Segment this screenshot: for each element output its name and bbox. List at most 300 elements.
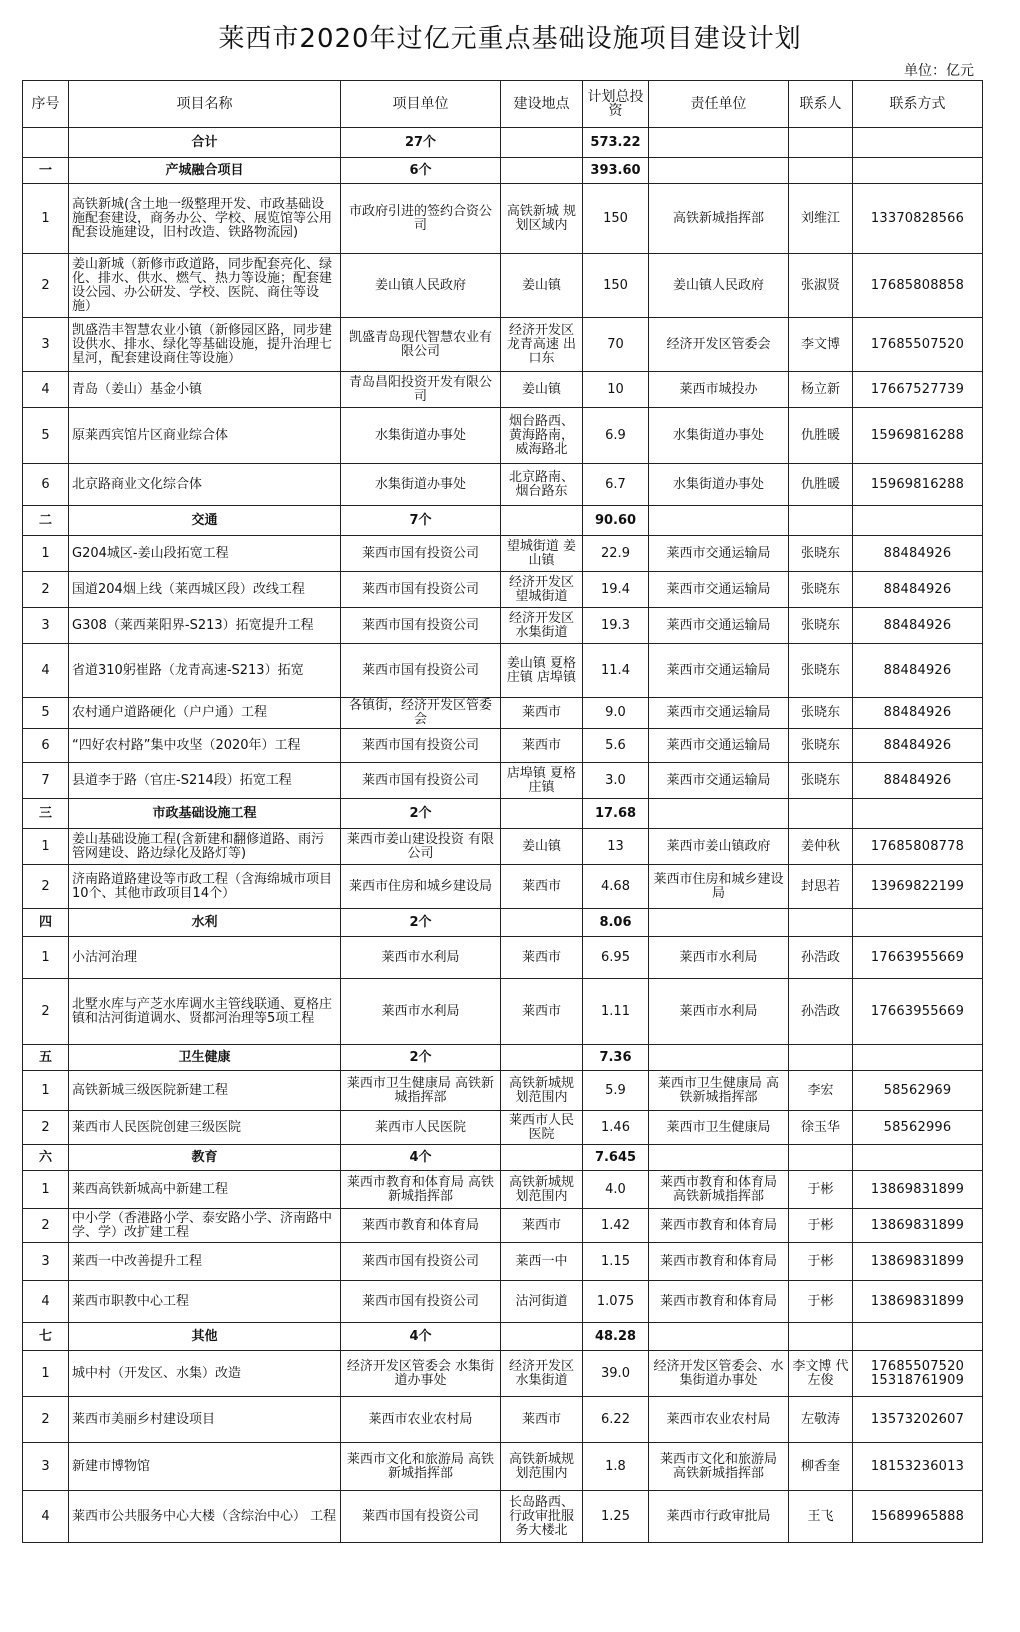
- contact-cell: [789, 1145, 853, 1171]
- contact-cell: [789, 799, 853, 829]
- project-name-cell: 莱西市职教中心工程: [69, 1281, 341, 1323]
- section-row: [23, 128, 983, 158]
- contact-cell: 于彬: [789, 1281, 853, 1323]
- project-name-cell: G204城区-姜山段拓宽工程: [69, 536, 341, 572]
- contact-cell: [789, 909, 853, 937]
- phone-cell: 13869831899: [853, 1281, 983, 1323]
- location-cell: 望城街道 姜山镇: [501, 536, 583, 572]
- responsible-cell: 莱西市教育和体育局: [649, 1281, 789, 1323]
- responsible-cell: 莱西市交通运输局: [649, 729, 789, 763]
- seq-cell: 3: [23, 1443, 69, 1491]
- investment-cell: 10: [583, 372, 649, 408]
- investment-cell: 5.9: [583, 1071, 649, 1111]
- location-cell: [501, 1045, 583, 1071]
- phone-cell: 17685808858: [853, 254, 983, 318]
- project-name-cell: 莱西市公共服务中心大楼（含综治中心） 工程: [69, 1491, 341, 1543]
- seq-cell: 1: [23, 1171, 69, 1209]
- contact-cell: 孙浩政: [789, 979, 853, 1045]
- phone-cell: 88484926: [853, 763, 983, 799]
- seq-cell: 5: [23, 408, 69, 464]
- responsible-cell: 莱西市教育和体育局: [649, 1243, 789, 1281]
- phone-cell: 88484926: [853, 698, 983, 729]
- investment-cell: 393.60: [583, 158, 649, 184]
- contact-cell: 张晓东: [789, 536, 853, 572]
- project-unit-cell: 莱西市水利局: [341, 979, 501, 1045]
- project-unit-cell: 莱西市住房和城乡建设局: [341, 865, 501, 909]
- contact-cell: 于彬: [789, 1243, 853, 1281]
- project-name-cell: 卫生健康: [69, 1045, 341, 1071]
- project-name-cell: 莱西市美丽乡村建设项目: [69, 1397, 341, 1443]
- table-row: [23, 763, 983, 799]
- location-cell: 姜山镇 夏格庄镇 店埠镇: [501, 644, 583, 698]
- section-row: [23, 799, 983, 829]
- seq-cell: 7: [23, 763, 69, 799]
- project-name-cell: 水利: [69, 909, 341, 937]
- responsible-cell: [649, 799, 789, 829]
- project-name-cell: 城中村（开发区、水集）改造: [69, 1351, 341, 1397]
- table-row: [23, 536, 983, 572]
- investment-cell: 573.22: [583, 128, 649, 158]
- seq-cell: 1: [23, 1071, 69, 1111]
- investment-cell: 9.0: [583, 698, 649, 729]
- investment-cell: 22.9: [583, 536, 649, 572]
- investment-cell: 1.42: [583, 1209, 649, 1243]
- contact-cell: 张晓东: [789, 608, 853, 644]
- phone-cell: [853, 909, 983, 937]
- phone-cell: 58562996: [853, 1111, 983, 1145]
- phone-cell: 88484926: [853, 572, 983, 608]
- seq-cell: 4: [23, 372, 69, 408]
- seq-cell: 五: [23, 1045, 69, 1071]
- responsible-cell: 莱西市卫生健康局 高铁新城指挥部: [649, 1071, 789, 1111]
- responsible-cell: 莱西市交通运输局: [649, 536, 789, 572]
- investment-cell: 6.95: [583, 937, 649, 979]
- seq-cell: 5: [23, 698, 69, 729]
- seq-cell: 2: [23, 1397, 69, 1443]
- phone-cell: 17685507520: [853, 318, 983, 372]
- project-unit-cell: 莱西市国有投资公司: [341, 1243, 501, 1281]
- location-cell: 店埠镇 夏格庄镇: [501, 763, 583, 799]
- location-cell: 莱西市: [501, 1209, 583, 1243]
- project-unit-cell: 莱西市国有投资公司: [341, 536, 501, 572]
- phone-cell: [853, 158, 983, 184]
- contact-cell: 李文博: [789, 318, 853, 372]
- seq-cell: 2: [23, 865, 69, 909]
- investment-cell: 48.28: [583, 1323, 649, 1351]
- investment-cell: 6.22: [583, 1397, 649, 1443]
- project-unit-cell: 各镇街，经济开发区管委会: [341, 698, 501, 729]
- investment-cell: 1.25: [583, 1491, 649, 1543]
- contact-cell: 张晓东: [789, 572, 853, 608]
- table-row: [23, 1209, 983, 1243]
- contact-cell: 仇胜暖: [789, 464, 853, 506]
- project-unit-cell: 市政府引进的签约合资公司: [341, 184, 501, 254]
- location-cell: 莱西市人民医院: [501, 1111, 583, 1145]
- phone-cell: 88484926: [853, 644, 983, 698]
- location-cell: 高铁新城规划范围内: [501, 1443, 583, 1491]
- project-name-cell: 合计: [69, 128, 341, 158]
- investment-cell: 90.60: [583, 506, 649, 536]
- seq-cell: 三: [23, 799, 69, 829]
- contact-cell: 姜仲秋: [789, 829, 853, 865]
- location-cell: [501, 128, 583, 158]
- location-cell: 莱西一中: [501, 1243, 583, 1281]
- project-unit-cell: 2个: [341, 909, 501, 937]
- phone-cell: 13573202607: [853, 1397, 983, 1443]
- investment-cell: 6.9: [583, 408, 649, 464]
- table-row: [23, 1243, 983, 1281]
- project-unit-cell: 2个: [341, 799, 501, 829]
- phone-cell: [853, 1323, 983, 1351]
- seq-cell: 二: [23, 506, 69, 536]
- table-row: [23, 1071, 983, 1111]
- contact-cell: 封思若: [789, 865, 853, 909]
- location-cell: 经济开发区水集街道: [501, 608, 583, 644]
- responsible-cell: 莱西市教育和体育局: [649, 1209, 789, 1243]
- project-name-cell: 莱西一中改善提升工程: [69, 1243, 341, 1281]
- project-name-cell: G308（莱西莱阳界-S213）拓宽提升工程: [69, 608, 341, 644]
- location-cell: [501, 1145, 583, 1171]
- location-cell: 北京路南、烟台路东: [501, 464, 583, 506]
- investment-cell: 70: [583, 318, 649, 372]
- table-row: [23, 1171, 983, 1209]
- table-row: [23, 408, 983, 464]
- seq-cell: 2: [23, 1209, 69, 1243]
- responsible-cell: 莱西市卫生健康局: [649, 1111, 789, 1145]
- investment-cell: 13: [583, 829, 649, 865]
- project-table: [22, 80, 983, 1543]
- seq-cell: 2: [23, 979, 69, 1045]
- seq-cell: 3: [23, 1243, 69, 1281]
- contact-cell: [789, 506, 853, 536]
- project-unit-cell: 青岛昌阳投资开发有限公司: [341, 372, 501, 408]
- investment-cell: 1.15: [583, 1243, 649, 1281]
- project-unit-cell: 7个: [341, 506, 501, 536]
- phone-cell: 13869831899: [853, 1243, 983, 1281]
- phone-cell: [853, 1145, 983, 1171]
- project-unit-cell: 莱西市农业农村局: [341, 1397, 501, 1443]
- phone-cell: [853, 799, 983, 829]
- contact-cell: 仇胜暖: [789, 408, 853, 464]
- project-unit-cell: 凯盛青岛现代智慧农业有限公司: [341, 318, 501, 372]
- phone-cell: 58562969: [853, 1071, 983, 1111]
- investment-cell: 7.645: [583, 1145, 649, 1171]
- table-row: [23, 1443, 983, 1491]
- phone-cell: [853, 506, 983, 536]
- responsible-cell: [649, 158, 789, 184]
- seq-cell: 6: [23, 729, 69, 763]
- project-unit-cell: 莱西市国有投资公司: [341, 763, 501, 799]
- project-name-cell: 青岛（姜山）基金小镇: [69, 372, 341, 408]
- seq-cell: 六: [23, 1145, 69, 1171]
- header-investment: 计划总投资: [583, 81, 649, 128]
- investment-cell: 150: [583, 184, 649, 254]
- section-row: [23, 158, 983, 184]
- responsible-cell: 水集街道办事处: [649, 408, 789, 464]
- seq-cell: 1: [23, 937, 69, 979]
- project-unit-cell: 莱西市国有投资公司: [341, 572, 501, 608]
- responsible-cell: 莱西市交通运输局: [649, 608, 789, 644]
- location-cell: 高铁新城 规划区域内: [501, 184, 583, 254]
- responsible-cell: 姜山镇人民政府: [649, 254, 789, 318]
- table-row: [23, 608, 983, 644]
- phone-cell: [853, 128, 983, 158]
- phone-cell: 13370828566: [853, 184, 983, 254]
- seq-cell: 4: [23, 1491, 69, 1543]
- project-unit-cell: 莱西市文化和旅游局 高铁新城指挥部: [341, 1443, 501, 1491]
- responsible-cell: 莱西市文化和旅游局 高铁新城指挥部: [649, 1443, 789, 1491]
- phone-cell: 13869831899: [853, 1209, 983, 1243]
- project-name-cell: 交通: [69, 506, 341, 536]
- table-row: [23, 865, 983, 909]
- investment-cell: 5.6: [583, 729, 649, 763]
- contact-cell: [789, 158, 853, 184]
- header-contact: 联系人: [789, 81, 853, 128]
- location-cell: 长岛路西、行政审批服务大楼北: [501, 1491, 583, 1543]
- phone-cell: 13969822199: [853, 865, 983, 909]
- project-unit-cell: 经济开发区管委会 水集街道办事处: [341, 1351, 501, 1397]
- seq-cell: 七: [23, 1323, 69, 1351]
- location-cell: 莱西市: [501, 1397, 583, 1443]
- table-row: [23, 464, 983, 506]
- investment-cell: 39.0: [583, 1351, 649, 1397]
- location-cell: 沽河街道: [501, 1281, 583, 1323]
- contact-cell: 孙浩政: [789, 937, 853, 979]
- section-row: [23, 1145, 983, 1171]
- table-row: [23, 1351, 983, 1397]
- header-project-unit: 项目单位: [341, 81, 501, 128]
- investment-cell: 7.36: [583, 1045, 649, 1071]
- table-row: [23, 372, 983, 408]
- phone-cell: 18153236013: [853, 1443, 983, 1491]
- project-name-cell: 济南路道路建设等市政工程（含海绵城市项目10个、其他市政项目14个）: [69, 865, 341, 909]
- project-unit-cell: 27个: [341, 128, 501, 158]
- phone-cell: 15969816288: [853, 408, 983, 464]
- project-name-cell: 莱西市人民医院创建三级医院: [69, 1111, 341, 1145]
- investment-cell: 8.06: [583, 909, 649, 937]
- table-row: [23, 1397, 983, 1443]
- seq-cell: 1: [23, 536, 69, 572]
- phone-cell: 17685808778: [853, 829, 983, 865]
- responsible-cell: 莱西市交通运输局: [649, 644, 789, 698]
- project-name-cell: 姜山基础设施工程(含新建和翻修道路、雨污管网建设、路边绿化及路灯等): [69, 829, 341, 865]
- investment-cell: 4.68: [583, 865, 649, 909]
- contact-cell: 李宏: [789, 1071, 853, 1111]
- project-name-cell: 北京路商业文化综合体: [69, 464, 341, 506]
- contact-cell: 于彬: [789, 1209, 853, 1243]
- investment-cell: 1.8: [583, 1443, 649, 1491]
- responsible-cell: 莱西市教育和体育局 高铁新城指挥部: [649, 1171, 789, 1209]
- contact-cell: [789, 128, 853, 158]
- contact-cell: 柳香奎: [789, 1443, 853, 1491]
- investment-cell: 19.4: [583, 572, 649, 608]
- contact-cell: 徐玉华: [789, 1111, 853, 1145]
- table-row: [23, 644, 983, 698]
- contact-cell: 张淑贤: [789, 254, 853, 318]
- project-unit-cell: 莱西市人民医院: [341, 1111, 501, 1145]
- responsible-cell: 莱西市交通运输局: [649, 763, 789, 799]
- table-row: [23, 979, 983, 1045]
- responsible-cell: 莱西市水利局: [649, 937, 789, 979]
- phone-cell: 88484926: [853, 536, 983, 572]
- responsible-cell: [649, 1145, 789, 1171]
- project-unit-cell: 姜山镇人民政府: [341, 254, 501, 318]
- responsible-cell: [649, 506, 789, 536]
- location-cell: 莱西市: [501, 729, 583, 763]
- project-name-cell: 产城融合项目: [69, 158, 341, 184]
- phone-cell: 88484926: [853, 729, 983, 763]
- seq-cell: 2: [23, 572, 69, 608]
- responsible-cell: 莱西市水利局: [649, 979, 789, 1045]
- location-cell: 高铁新城规划范围内: [501, 1071, 583, 1111]
- section-row: [23, 909, 983, 937]
- table-row: [23, 698, 983, 729]
- contact-cell: 王飞: [789, 1491, 853, 1543]
- responsible-cell: 莱西市姜山镇政府: [649, 829, 789, 865]
- phone-cell: 15689965888: [853, 1491, 983, 1543]
- responsible-cell: 高铁新城指挥部: [649, 184, 789, 254]
- table-row: [23, 937, 983, 979]
- phone-cell: 88484926: [853, 608, 983, 644]
- seq-cell: 6: [23, 464, 69, 506]
- investment-cell: 4.0: [583, 1171, 649, 1209]
- table-row: [23, 184, 983, 254]
- header-responsible: 责任单位: [649, 81, 789, 128]
- investment-cell: 1.075: [583, 1281, 649, 1323]
- contact-cell: 李文博 代左俊: [789, 1351, 853, 1397]
- project-name-cell: 原莱西宾馆片区商业综合体: [69, 408, 341, 464]
- seq-cell: [23, 128, 69, 158]
- seq-cell: 2: [23, 1111, 69, 1145]
- contact-cell: 张晓东: [789, 644, 853, 698]
- responsible-cell: 莱西市行政审批局: [649, 1491, 789, 1543]
- responsible-cell: 经济开发区管委会、水集街道办事处: [649, 1351, 789, 1397]
- investment-cell: 11.4: [583, 644, 649, 698]
- project-name-cell: 市政基础设施工程: [69, 799, 341, 829]
- investment-cell: 3.0: [583, 763, 649, 799]
- project-unit-cell: 4个: [341, 1323, 501, 1351]
- project-name-cell: 北墅水库与产芝水库调水主管线联通、夏格庄镇和沽河街道调水、贤都河治理等5项工程: [69, 979, 341, 1045]
- phone-cell: 17667527739: [853, 372, 983, 408]
- project-unit-cell: 莱西市水利局: [341, 937, 501, 979]
- location-cell: 莱西市: [501, 865, 583, 909]
- project-name-cell: “四好农村路”集中攻坚（2020年）工程: [69, 729, 341, 763]
- location-cell: 姜山镇: [501, 829, 583, 865]
- seq-cell: 1: [23, 1351, 69, 1397]
- responsible-cell: 莱西市交通运输局: [649, 698, 789, 729]
- project-name-cell: 高铁新城(含土地一级整理开发、市政基础设施配套建设，商务办公、学校、展览馆等公用配套设施建设，旧村改造、铁路物流园): [69, 184, 341, 254]
- contact-cell: 张晓东: [789, 729, 853, 763]
- phone-cell: [853, 1045, 983, 1071]
- seq-cell: 1: [23, 184, 69, 254]
- project-name-cell: 县道李于路（官庄-S214段）拓宽工程: [69, 763, 341, 799]
- header-phone: 联系方式: [853, 81, 983, 128]
- table-row: [23, 318, 983, 372]
- project-unit-cell: 莱西市国有投资公司: [341, 1491, 501, 1543]
- responsible-cell: 水集街道办事处: [649, 464, 789, 506]
- investment-cell: 17.68: [583, 799, 649, 829]
- contact-cell: 刘维江: [789, 184, 853, 254]
- phone-cell: 17663955669: [853, 937, 983, 979]
- location-cell: 姜山镇: [501, 372, 583, 408]
- seq-cell: 4: [23, 644, 69, 698]
- project-name-cell: 国道204烟上线（莱西城区段）改线工程: [69, 572, 341, 608]
- project-unit-cell: 莱西市国有投资公司: [341, 729, 501, 763]
- project-name-cell: 新建市博物馆: [69, 1443, 341, 1491]
- contact-cell: 杨立新: [789, 372, 853, 408]
- project-unit-cell: 莱西市卫生健康局 高铁新城指挥部: [341, 1071, 501, 1111]
- responsible-cell: 莱西市农业农村局: [649, 1397, 789, 1443]
- phone-cell: 13869831899: [853, 1171, 983, 1209]
- seq-cell: 2: [23, 254, 69, 318]
- section-row: [23, 506, 983, 536]
- table-row: [23, 729, 983, 763]
- project-name-cell: 高铁新城三级医院新建工程: [69, 1071, 341, 1111]
- project-unit-cell: 莱西市国有投资公司: [341, 644, 501, 698]
- unit-label: 单位：亿元: [904, 63, 974, 79]
- location-cell: [501, 909, 583, 937]
- investment-cell: 150: [583, 254, 649, 318]
- phone-cell: 17685507520 15318761909: [853, 1351, 983, 1397]
- project-unit-cell: 莱西市国有投资公司: [341, 1281, 501, 1323]
- responsible-cell: 莱西市城投办: [649, 372, 789, 408]
- investment-cell: 1.11: [583, 979, 649, 1045]
- seq-cell: 1: [23, 829, 69, 865]
- project-unit-cell: 4个: [341, 1145, 501, 1171]
- location-cell: 莱西市: [501, 979, 583, 1045]
- seq-cell: 3: [23, 608, 69, 644]
- header-project-name: 项目名称: [69, 81, 341, 128]
- project-name-cell: 省道310躬崔路（龙青高速-S213）拓宽: [69, 644, 341, 698]
- location-cell: 烟台路西、黄海路南，威海路北: [501, 408, 583, 464]
- location-cell: 莱西市: [501, 698, 583, 729]
- project-unit-cell: 水集街道办事处: [341, 464, 501, 506]
- table-row: [23, 829, 983, 865]
- location-cell: [501, 158, 583, 184]
- location-cell: 经济开发区龙青高速 出口东: [501, 318, 583, 372]
- project-name-cell: 小沽河治理: [69, 937, 341, 979]
- investment-cell: 19.3: [583, 608, 649, 644]
- seq-cell: 4: [23, 1281, 69, 1323]
- project-unit-cell: 莱西市教育和体育局 高铁新城指挥部: [341, 1171, 501, 1209]
- responsible-cell: 莱西市住房和城乡建设局: [649, 865, 789, 909]
- seq-cell: 四: [23, 909, 69, 937]
- location-cell: 姜山镇: [501, 254, 583, 318]
- project-name-cell: 教育: [69, 1145, 341, 1171]
- project-unit-cell: 莱西市姜山建设投资 有限公司: [341, 829, 501, 865]
- investment-cell: 1.46: [583, 1111, 649, 1145]
- responsible-cell: [649, 1323, 789, 1351]
- location-cell: 高铁新城规划范围内: [501, 1171, 583, 1209]
- header-location: 建设地点: [501, 81, 583, 128]
- table-row: [23, 254, 983, 318]
- location-cell: [501, 506, 583, 536]
- section-row: [23, 1045, 983, 1071]
- responsible-cell: [649, 909, 789, 937]
- location-cell: [501, 799, 583, 829]
- project-unit-cell: 莱西市教育和体育局: [341, 1209, 501, 1243]
- location-cell: 莱西市: [501, 937, 583, 979]
- responsible-cell: 经济开发区管委会: [649, 318, 789, 372]
- project-name-cell: 其他: [69, 1323, 341, 1351]
- contact-cell: [789, 1045, 853, 1071]
- contact-cell: 左敬涛: [789, 1397, 853, 1443]
- responsible-cell: 莱西市交通运输局: [649, 572, 789, 608]
- phone-cell: 15969816288: [853, 464, 983, 506]
- project-name-cell: 凯盛浩丰智慧农业小镇（新修园区路，同步建设供水、排水、绿化等基础设施，提升治理七星河，配套建设商住等设施）: [69, 318, 341, 372]
- project-unit-cell: 2个: [341, 1045, 501, 1071]
- table-header-row: [23, 81, 983, 128]
